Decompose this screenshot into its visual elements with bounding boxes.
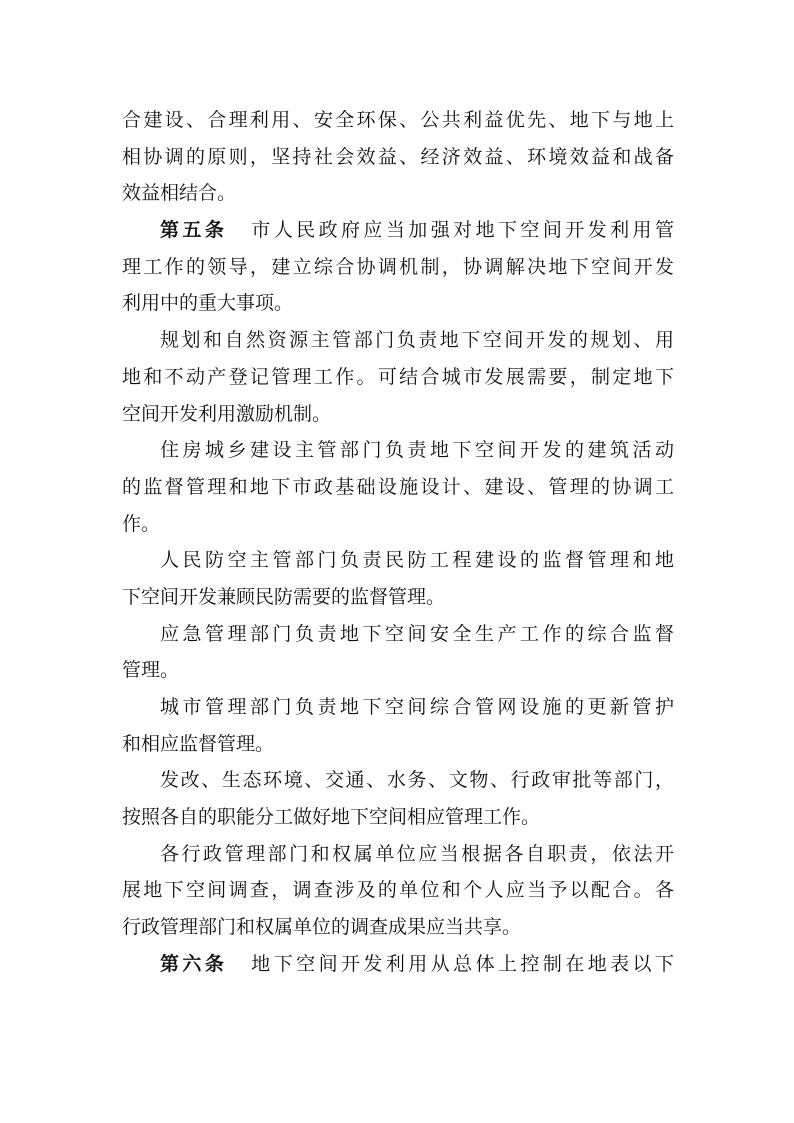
text-line: 利用中的重大事项。 xyxy=(122,292,294,315)
text-line: 空间开发利用激励机制。 xyxy=(122,402,332,425)
paragraph-first-line: 应急管理部门负责地下空间安全生产工作的综合监督 xyxy=(160,622,674,645)
text-line: 地和不动产登记管理工作。可结合城市发展需要，制定地下 xyxy=(122,365,674,388)
article-5-label: 第五条 xyxy=(160,219,228,242)
text-line: 相协调的原则，坚持社会效益、经济效益、环境效益和战备 xyxy=(122,145,674,168)
article-5-heading-line xyxy=(122,212,674,249)
paragraph-first-line: 人民防空主管部门负责民防工程建设的监督管理和地 xyxy=(160,549,674,572)
article-6-label: 第六条 xyxy=(160,952,228,975)
text-line: 理工作的领导，建立综合协调机制，协调解决地下空间开发 xyxy=(122,255,674,278)
text-line: 展地下空间调查，调查涉及的单位和个人应当予以配合。各 xyxy=(122,879,674,902)
article-6-first-line: 地下空间开发利用从总体上控制在地表以下 xyxy=(251,952,674,975)
text-line: 下空间开发兼顾民防需要的监督管理。 xyxy=(122,585,446,608)
article-6-heading-line xyxy=(122,946,674,983)
text-line: 管理。 xyxy=(122,659,180,682)
paragraph-first-line: 城市管理部门负责地下空间综合管网设施的更新管护 xyxy=(160,696,674,718)
paragraph-first-line: 发改、生态环境、交通、水务、文物、行政审批等部门， xyxy=(160,769,674,792)
text-line: 按照各自的职能分工做好地下空间相应管理工作。 xyxy=(122,806,541,829)
paragraph-first-line: 住房城乡建设主管部门负责地下空间开发的建筑活动 xyxy=(160,439,674,462)
article-5-first-line: 市人民政府应当加强对地下空间开发利用管 xyxy=(251,219,674,242)
text-line: 行政管理部门和权属单位的调查成果应当共享。 xyxy=(122,916,522,939)
paragraph-first-line: 各行政管理部门和权属单位应当根据各自职责，依法开 xyxy=(160,842,674,865)
text-line: 的监督管理和地下市政基础设施设计、建设、管理的协调工 xyxy=(122,475,674,498)
text-line: 效益相结合。 xyxy=(122,182,237,205)
paragraph-first-line: 规划和自然资源主管部门负责地下空间开发的规划、用 xyxy=(160,329,674,352)
text-line: 合建设、合理利用、安全环保、公共利益优先、地下与地上 xyxy=(122,109,674,131)
text-line: 和相应监督管理。 xyxy=(122,732,275,755)
document-body xyxy=(122,102,674,983)
text-line: 作。 xyxy=(122,512,161,535)
